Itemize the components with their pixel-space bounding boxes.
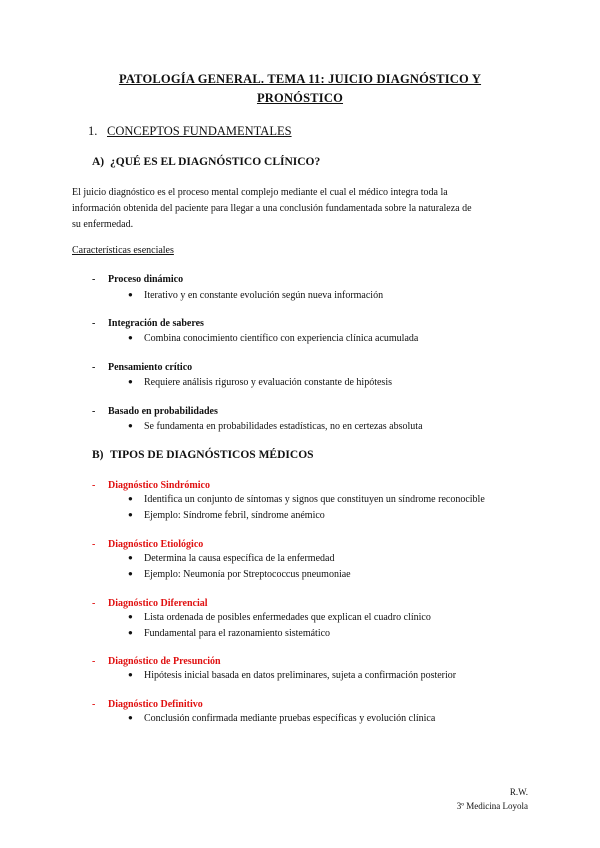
item-heading: Diagnóstico Etiológico <box>108 539 204 550</box>
item-heading: Pensamiento crítico <box>108 362 193 373</box>
item-heading: Integración de saberes <box>108 318 204 329</box>
subheading-a-title: ¿QUÉ ES EL DIAGNÓSTICO CLÍNICO? <box>110 156 321 168</box>
section-title: CONCEPTOS FUNDAMENTALES <box>107 124 292 138</box>
bullet-item <box>128 377 392 388</box>
bullet-item <box>128 670 456 681</box>
bullet-icon: ● <box>128 494 133 503</box>
dash-marker: - <box>92 539 96 550</box>
bullet-text: Combina conocimiento científico con experiencia clínica acumulada <box>144 333 419 344</box>
footer-author: R.W. <box>509 787 528 797</box>
bullet-text: Ejemplo: Síndrome febril, síndrome anémico <box>144 510 325 521</box>
subheading-a-letter: A) <box>92 156 105 168</box>
bullet-icon: ● <box>128 670 133 679</box>
bullet-text: Determina la causa específica de la enfermedad <box>144 553 335 564</box>
bullet-icon: ● <box>128 569 133 578</box>
bullet-icon: ● <box>128 377 133 386</box>
dash-marker: - <box>92 598 96 609</box>
bullet-text: Ejemplo: Neumonía por Streptococcus pneumoniae <box>144 569 351 580</box>
item-heading: Diagnóstico Definitivo <box>108 699 203 710</box>
dash-marker: - <box>92 406 96 417</box>
bullet-icon: ● <box>128 553 133 562</box>
bullet-text: Hipótesis inicial basada en datos preliminares, sujeta a confirmación posterior <box>144 670 457 681</box>
bullet-icon: ● <box>128 713 133 722</box>
subheading-a <box>92 156 320 168</box>
bullet-icon: ● <box>128 628 133 637</box>
item-heading: Diagnóstico de Presunción <box>108 656 221 667</box>
bullet-item <box>128 290 383 301</box>
bullet-icon: ● <box>128 290 133 299</box>
bullet-item <box>128 333 418 344</box>
intro-line: información obtenida del paciente para llegar a una conclusión fundamentada sobre la naturaleza de <box>72 203 472 214</box>
title-line-2: PRONÓSTICO <box>256 91 344 105</box>
page-title <box>80 70 520 108</box>
bullet-item <box>128 553 334 564</box>
dash-marker: - <box>92 274 96 285</box>
subheading-b-letter: B) <box>92 449 104 461</box>
bullet-text: Conclusión confirmada mediante pruebas específicas y evolución clínica <box>144 713 436 724</box>
item-heading: Proceso dinámico <box>108 274 184 285</box>
bullet-text: Iterativo y en constante evolución según nueva información <box>144 290 384 301</box>
bullet-text: Identifica un conjunto de síntomas y signos que constituyen un síndrome reconocible <box>144 494 485 505</box>
caracteristicas-label: Características esenciales <box>72 245 174 256</box>
item-heading: Basado en probabilidades <box>108 406 218 417</box>
dash-marker: - <box>92 699 96 710</box>
bullet-icon: ● <box>128 421 133 430</box>
bullet-icon: ● <box>128 510 133 519</box>
footer-course: 3º Medicina Loyola <box>456 801 528 811</box>
dash-marker: - <box>92 656 96 667</box>
title-line-1: PATOLOGÍA GENERAL. TEMA 11: JUICIO DIAGNÓSTICO Y <box>118 72 482 86</box>
bullet-item <box>128 494 485 505</box>
section-number: 1. <box>88 124 98 138</box>
intro-line: El juicio diagnóstico es el proceso mental complejo mediante el cual el médico integra toda la <box>72 187 448 198</box>
intro-paragraph <box>72 185 528 233</box>
bullet-icon: ● <box>128 612 133 621</box>
bullet-item <box>128 612 431 623</box>
bullet-item <box>128 628 330 639</box>
bullet-item <box>128 510 325 521</box>
bullet-text: Lista ordenada de posibles enfermedades que explican el cuadro clínico <box>144 612 431 623</box>
bullet-text: Requiere análisis riguroso y evaluación constante de hipótesis <box>144 377 392 388</box>
bullet-item <box>128 713 435 724</box>
dash-marker: - <box>92 480 96 491</box>
item-heading: Diagnóstico Diferencial <box>108 598 208 609</box>
bullet-text: Se fundamenta en probabilidades estadísticas, no en certezas absoluta <box>144 421 423 432</box>
bullet-icon: ● <box>128 333 133 342</box>
subheading-b <box>92 449 314 461</box>
dash-marker: - <box>92 318 96 329</box>
bullet-item <box>128 569 351 580</box>
bullet-item <box>128 421 423 432</box>
dash-marker: - <box>92 362 96 373</box>
intro-line: su enfermedad. <box>72 219 134 230</box>
subheading-b-title: TIPOS DE DIAGNÓSTICOS MÉDICOS <box>110 449 314 461</box>
item-heading: Diagnóstico Sindrómico <box>108 480 210 491</box>
bullet-text: Fundamental para el razonamiento sistemático <box>144 628 331 639</box>
